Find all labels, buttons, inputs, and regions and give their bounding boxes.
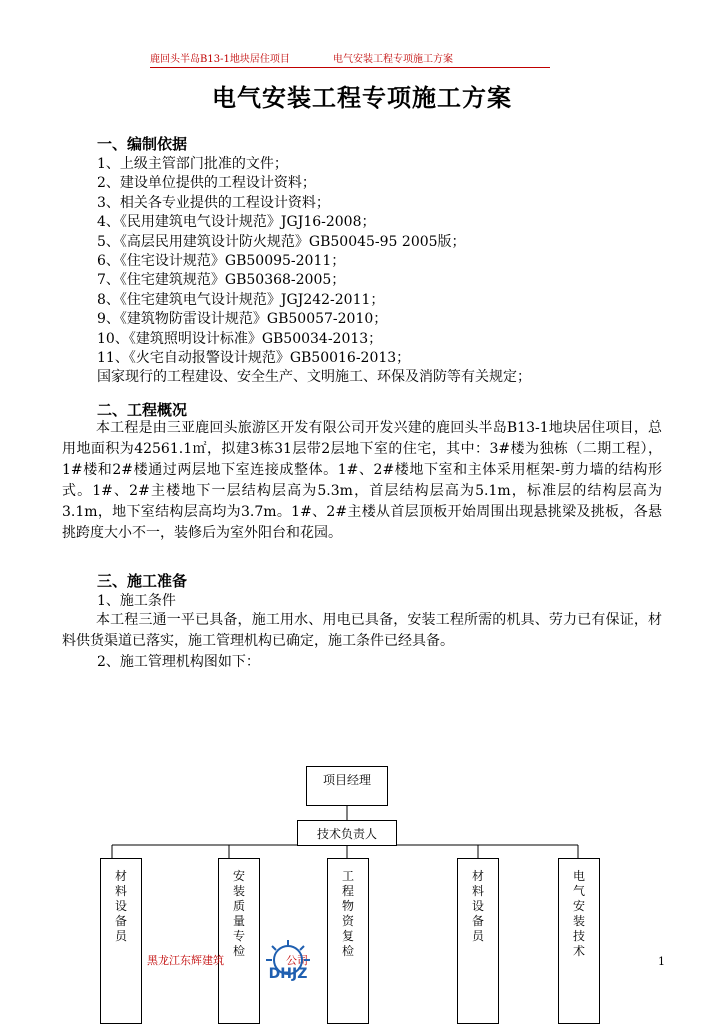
page-title: 电气安装工程专项施工方案 xyxy=(212,83,512,112)
org-box-electrical-tech: 电气安装技术 xyxy=(558,858,600,1024)
org-box-material-2: 材料设备员 xyxy=(457,858,499,1024)
section-heading-preparation: 三、施工准备 xyxy=(97,572,188,590)
basis-list-item: 1、上级主管部门批准的文件； xyxy=(97,156,288,172)
sub-heading-org-chart: 2、施工管理机构图如下： xyxy=(97,654,260,670)
basis-list-item: 8、《住宅建筑电气设计规范》JGJ242-2011； xyxy=(97,291,385,308)
org-box-material-1: 材料设备员 xyxy=(100,858,142,1024)
org-box-material-recheck: 工程物资复检 xyxy=(327,858,369,1024)
basis-list-item: 2、建设单位提供的工程设计资料； xyxy=(97,175,316,192)
section-heading-basis: 一、编制依据 xyxy=(97,135,188,153)
org-box-project-manager: 项目经理 xyxy=(306,766,388,806)
basis-list-item: 7、《住宅建筑规范》GB50368-2005； xyxy=(97,272,346,289)
basis-list-item: 4、《民用建筑电气设计规范》JGJ16-2008； xyxy=(97,214,376,231)
basis-list-item: 6、《住宅设计规范》GB50095-2011； xyxy=(97,253,346,269)
basis-list-item: 11、《火宅自动报警设计规范》GB50016-2013； xyxy=(97,350,411,366)
basis-list-item: 国家现行的工程建设、安全生产、文明施工、环保及消防等有关规定； xyxy=(97,369,531,386)
header-project: 鹿回头半岛B13-1地块居住项目 xyxy=(150,54,290,65)
page-number: 1 xyxy=(658,955,665,968)
overview-paragraph: 本工程是由三亚鹿回头旅游区开发有限公司开发兴建的鹿回头半岛B13-1地块居住项目，总用地面积为42561.1㎡，拟建3栋31层带2层地下室的住宅，其中：3#楼为独栋（二期工程），1#楼和2#楼通过两层地下室连接成整体。1#、2#楼地下室和主体采用框架-剪力墙的结构形式。1#、2#主楼地下一层结构层高为5.3m，首层结构层高为5.1m，标准层的结构层高为3.1m，地下室结构层高均为3.7m。1#、2#主楼从首层顶板开始周围出现悬挑梁及挑板，各悬挑跨度大小不一，装修后为室外阳台和花园。 xyxy=(62,420,662,541)
header-doc-title: 电气安装工程专项施工方案 xyxy=(333,54,454,65)
sub-heading-conditions: 1、施工条件 xyxy=(97,593,176,609)
logo-text: DHJZ xyxy=(268,966,308,982)
basis-list-item: 3、相关各专业提供的工程设计资料； xyxy=(97,194,330,211)
company-logo-icon xyxy=(258,938,318,992)
footer-company: 黑龙江东辉建筑 公司 xyxy=(147,954,308,967)
section-heading-overview: 二、工程概况 xyxy=(97,401,188,419)
basis-list-item: 10、《建筑照明设计标准》GB50034-2013； xyxy=(97,330,383,347)
conditions-paragraph: 本工程三通一平已具备，施工用水、用电已具备，安装工程所需的机具、劳力已有保证，材料供货渠道已落实，施工管理机构已确定，施工条件已经具备。 xyxy=(62,612,662,649)
basis-list-item: 9、《建筑物防雷设计规范》GB50057-2010； xyxy=(97,311,388,328)
org-box-tech-lead: 技术负责人 xyxy=(297,820,397,846)
basis-list-item: 5、《高层民用建筑设计防火规范》GB50045-95 2005版； xyxy=(97,233,466,250)
org-box-quality-inspect: 安装质量专检 xyxy=(218,858,260,1024)
